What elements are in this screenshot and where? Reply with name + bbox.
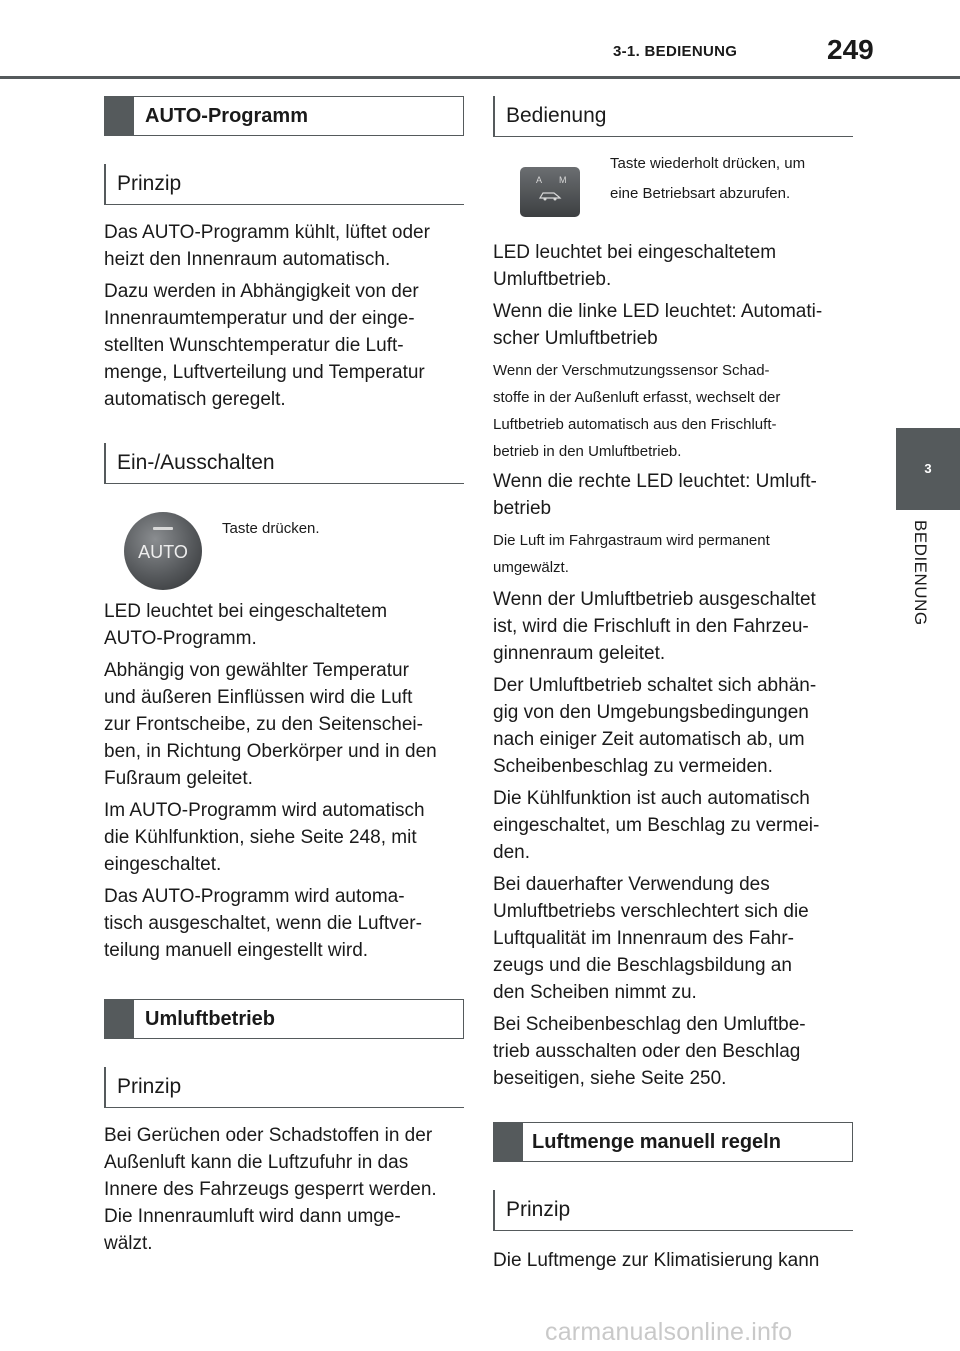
paragraph-auto-intro: Das AUTO-Programm kühlt, lüftet oder heizt den Innenraum automatisch.	[104, 222, 430, 270]
paragraph-linke-led: Wenn die linke LED leuchtet: Automati- scher Umluftbetrieb	[493, 301, 823, 349]
section-heading-bar	[104, 999, 134, 1039]
paragraph-dauerhaft: Bei dauerhafter Verwendung des Umluftbetriebs verschlechtert sich die Luftqualität im Innenraum des Fahr- zeugs und die Beschlagsbildung an den Scheiben nimmt zu.	[493, 874, 809, 1003]
section-heading-text: AUTO-Programm	[145, 105, 308, 127]
subheading-prinzip	[104, 1067, 464, 1108]
am-button-caption: Taste wiederholt drücken, um eine Betriebsart abzurufen.	[610, 155, 806, 202]
note-permanent: Die Luft im Fahrgastraum wird permanent umgewälzt.	[493, 532, 770, 576]
section-heading-text: Umluftbetrieb	[145, 1008, 275, 1030]
paragraph-auto-aus: Das AUTO-Programm wird automa- tisch ausgeschaltet, wenn die Luftver- teilung manuell eingestellt wird.	[104, 886, 422, 961]
section-heading-text: Luftmenge manuell regeln	[532, 1131, 781, 1153]
auto-button-caption: Taste drücken.	[222, 520, 320, 537]
section-heading-bar	[493, 1122, 523, 1162]
paragraph-auto-regelung: Dazu werden in Abhängigkeit von der Innenraumtemperatur und der einge- stellten Wunschtemperatur die Luft- menge, Luftverteilung und Temperatur automatisch geregelt.	[104, 281, 425, 410]
header-section-title: 3-1. BEDIENUNG	[613, 43, 738, 60]
subheading-text: Bedienung	[506, 104, 607, 127]
paragraph-umluft-aus: Wenn der Umluftbetrieb ausgeschaltet ist, wird die Frischluft in den Fahrzeu- ginnenraum geleitet.	[493, 589, 816, 664]
subheading-text: Prinzip	[117, 1075, 182, 1098]
auto-button-icon	[124, 512, 202, 590]
led-indicator-icon	[153, 527, 173, 530]
subheading-text: Prinzip	[506, 1198, 571, 1221]
am-button-a: A	[536, 175, 543, 185]
section-heading-auto-programm	[104, 96, 464, 136]
chapter-tab-number: 3	[896, 428, 960, 510]
subheading-prinzip	[493, 1190, 853, 1231]
paragraph-kuehlfunktion: Im AUTO-Programm wird automatisch die Kühlfunktion, siehe Seite 248, mit eingeschaltet.	[104, 800, 425, 875]
section-heading-bar	[104, 96, 134, 136]
paragraph-rechte-led: Wenn die rechte LED leuchtet: Umluft- betrieb	[493, 471, 817, 519]
left-column	[104, 96, 464, 1257]
subheading-prinzip	[104, 164, 464, 205]
section-heading-luftmenge	[493, 1122, 853, 1162]
page-number: 249	[827, 34, 874, 65]
am-button-figure	[493, 153, 853, 237]
auto-button-label: AUTO	[138, 542, 188, 562]
paragraph-led-umluft: LED leuchtet bei eingeschaltetem Umluftbetrieb.	[493, 242, 777, 290]
auto-button-figure	[104, 502, 464, 592]
paragraph-luftverteilung: Abhängig von gewählter Temperatur und äußeren Einflüssen wird die Luft zur Frontscheibe, zu den Seitenschei- ben, in Richtung Oberkörper und in den Fußraum geleitet.	[104, 660, 437, 789]
chapter-tab-label	[902, 520, 930, 640]
note-verschmutzungssensor: Wenn der Verschmutzungssensor Schad- stoffe in der Außenluft erfasst, wechselt der Luftbetrieb automatisch aus den Frischluft- betrieb in den Umluftbetrieb.	[493, 362, 781, 460]
paragraph-schaltet-ab: Der Umluftbetrieb schaltet sich abhän- gig von den Umgebungsbedingungen nach einiger Zeit automatisch ab, um Scheibenbeschlag zu vermeiden.	[493, 675, 817, 777]
watermark: carmanualsonline.info	[545, 1318, 793, 1346]
subheading-ein-ausschalten	[104, 443, 464, 484]
header-rule	[0, 76, 960, 79]
subheading-text: Prinzip	[117, 172, 182, 195]
paragraph-luftmenge-intro: Die Luftmenge zur Klimatisierung kann	[493, 1250, 820, 1271]
right-column	[493, 96, 853, 1274]
paragraph-beschlag: Bei Scheibenbeschlag den Umluftbe- trieb ausschalten oder den Beschlag beseitigen, siehe Seite 250.	[493, 1014, 806, 1089]
am-button-m: M	[559, 175, 567, 185]
subheading-bedienung	[493, 96, 853, 137]
section-heading-umluftbetrieb	[104, 999, 464, 1039]
paragraph-kuehl-auto: Die Kühlfunktion ist auch automatisch eingeschaltet, um Beschlag zu vermei- den.	[493, 788, 820, 863]
paragraph-led-auto: LED leuchtet bei eingeschaltetem AUTO-Programm.	[104, 601, 388, 649]
car-recirculation-icon	[538, 189, 562, 201]
umluft-button-icon	[520, 167, 580, 217]
chapter-tab-label-text: BEDIENUNG	[911, 520, 930, 626]
paragraph-umluft-intro: Bei Gerüchen oder Schadstoffen in der Außenluft kann die Luftzufuhr in das Innere des Fahrzeugs gesperrt werden. Die Innenraumluft wird dann umge- wälzt.	[104, 1125, 437, 1254]
subheading-text: Ein-/Ausschalten	[117, 451, 275, 474]
